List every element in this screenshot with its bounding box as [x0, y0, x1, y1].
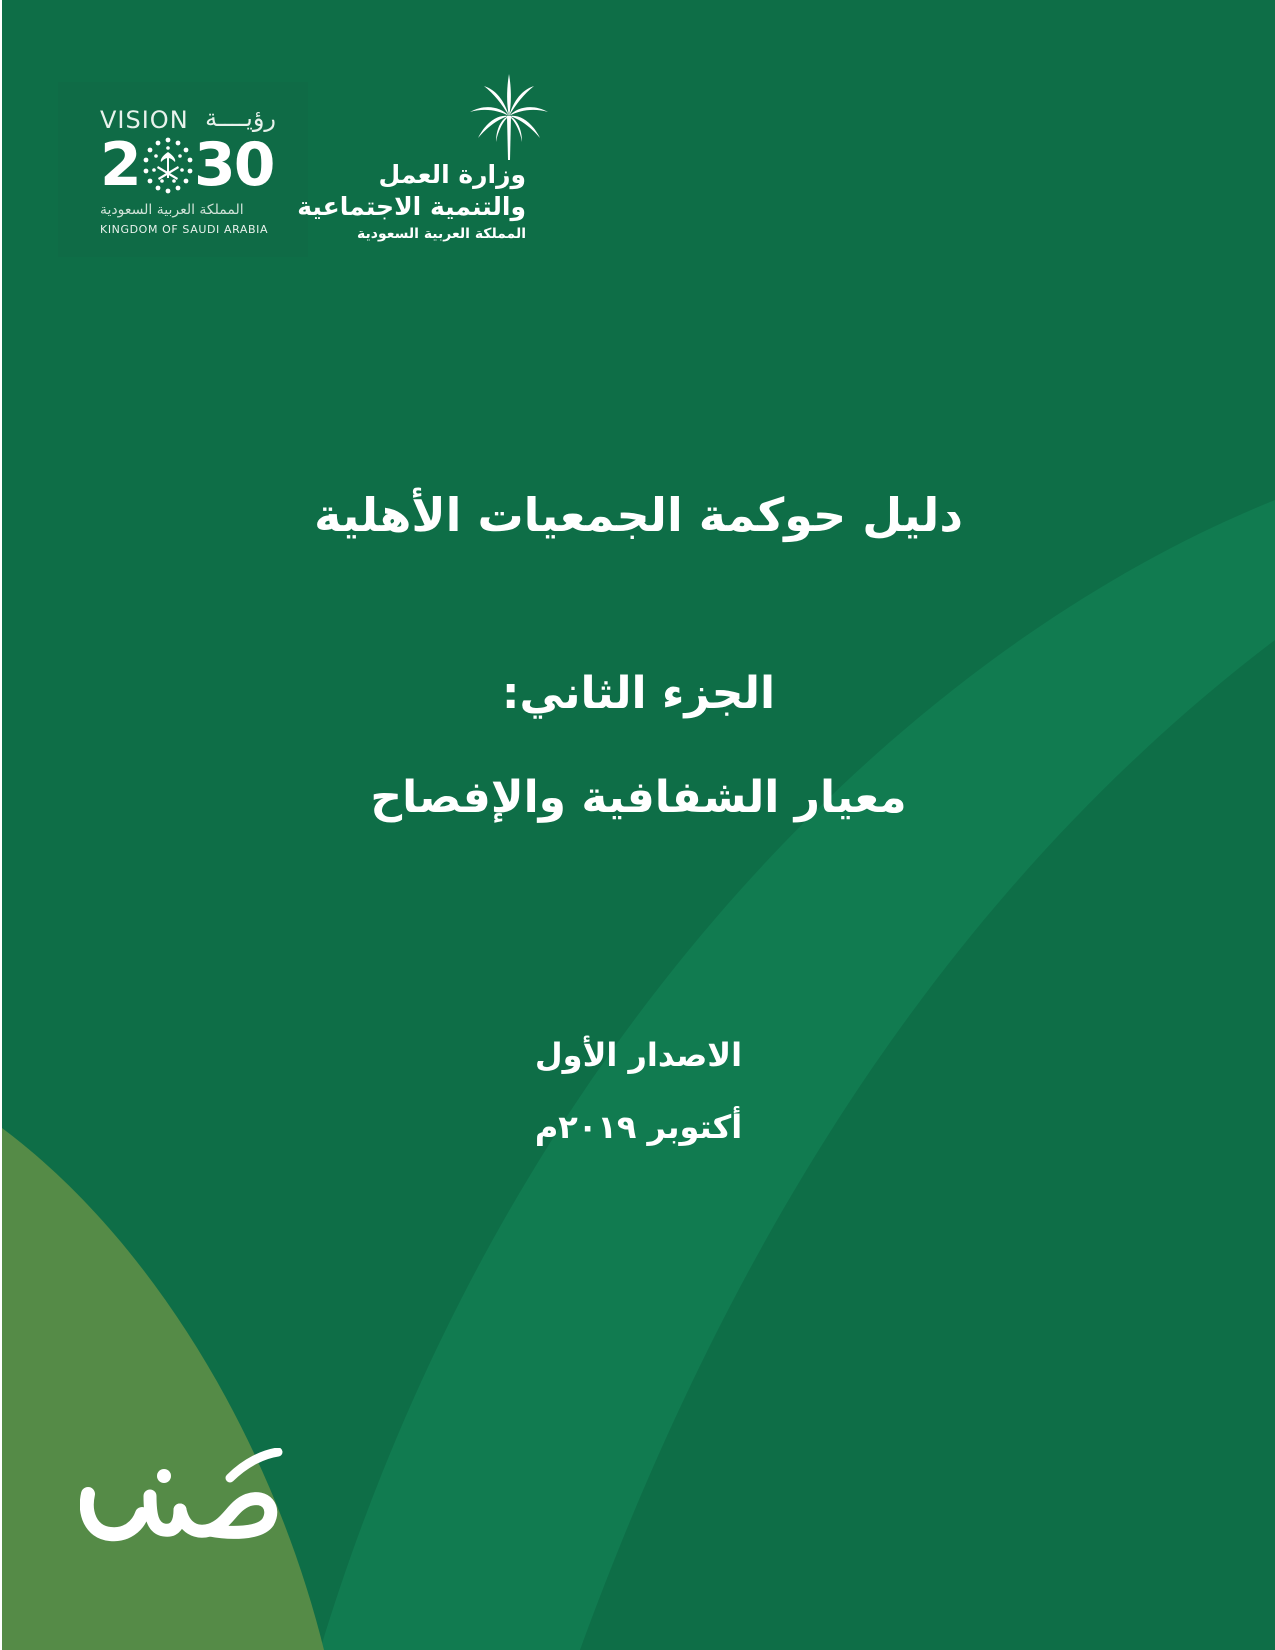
- ministry-name-line2: والتنمية الاجتماعية: [297, 192, 526, 221]
- ministry-logo: [297, 68, 560, 258]
- olive-corner-arc: [2, 1128, 324, 1650]
- document-date: أكتوبر ٢٠١٩م: [534, 1108, 743, 1146]
- vision-arabic-word: رؤيــــة: [205, 104, 276, 132]
- vision-digit-2: 2: [100, 130, 142, 200]
- vision-arabic-country: المملكة العربية السعودية: [100, 202, 244, 218]
- ministry-name-line1: وزارة العمل: [378, 160, 526, 189]
- saudi-emblem-icon: [140, 134, 196, 196]
- document-subtitle: معيار الشفافية والإفصاح: [370, 772, 907, 823]
- vision-word: VISION: [100, 106, 189, 134]
- document-title: دليل حوكمة الجمعيات الأهلية: [314, 488, 963, 542]
- vision-english-country: KINGDOM OF SAUDI ARABIA: [100, 223, 269, 236]
- cover-page: [2, 0, 1275, 1650]
- brand-logo-icon: [80, 1448, 290, 1558]
- document-part: الجزء الثاني:: [501, 668, 776, 719]
- vision-2030-logo: [58, 82, 308, 257]
- vision-digits-30: 30: [194, 130, 274, 200]
- palm-tree-icon: [468, 72, 550, 162]
- ministry-country: المملكة العربية السعودية: [357, 226, 526, 242]
- vision-number: [100, 130, 300, 200]
- document-edition: الاصدار الأول: [534, 1036, 743, 1074]
